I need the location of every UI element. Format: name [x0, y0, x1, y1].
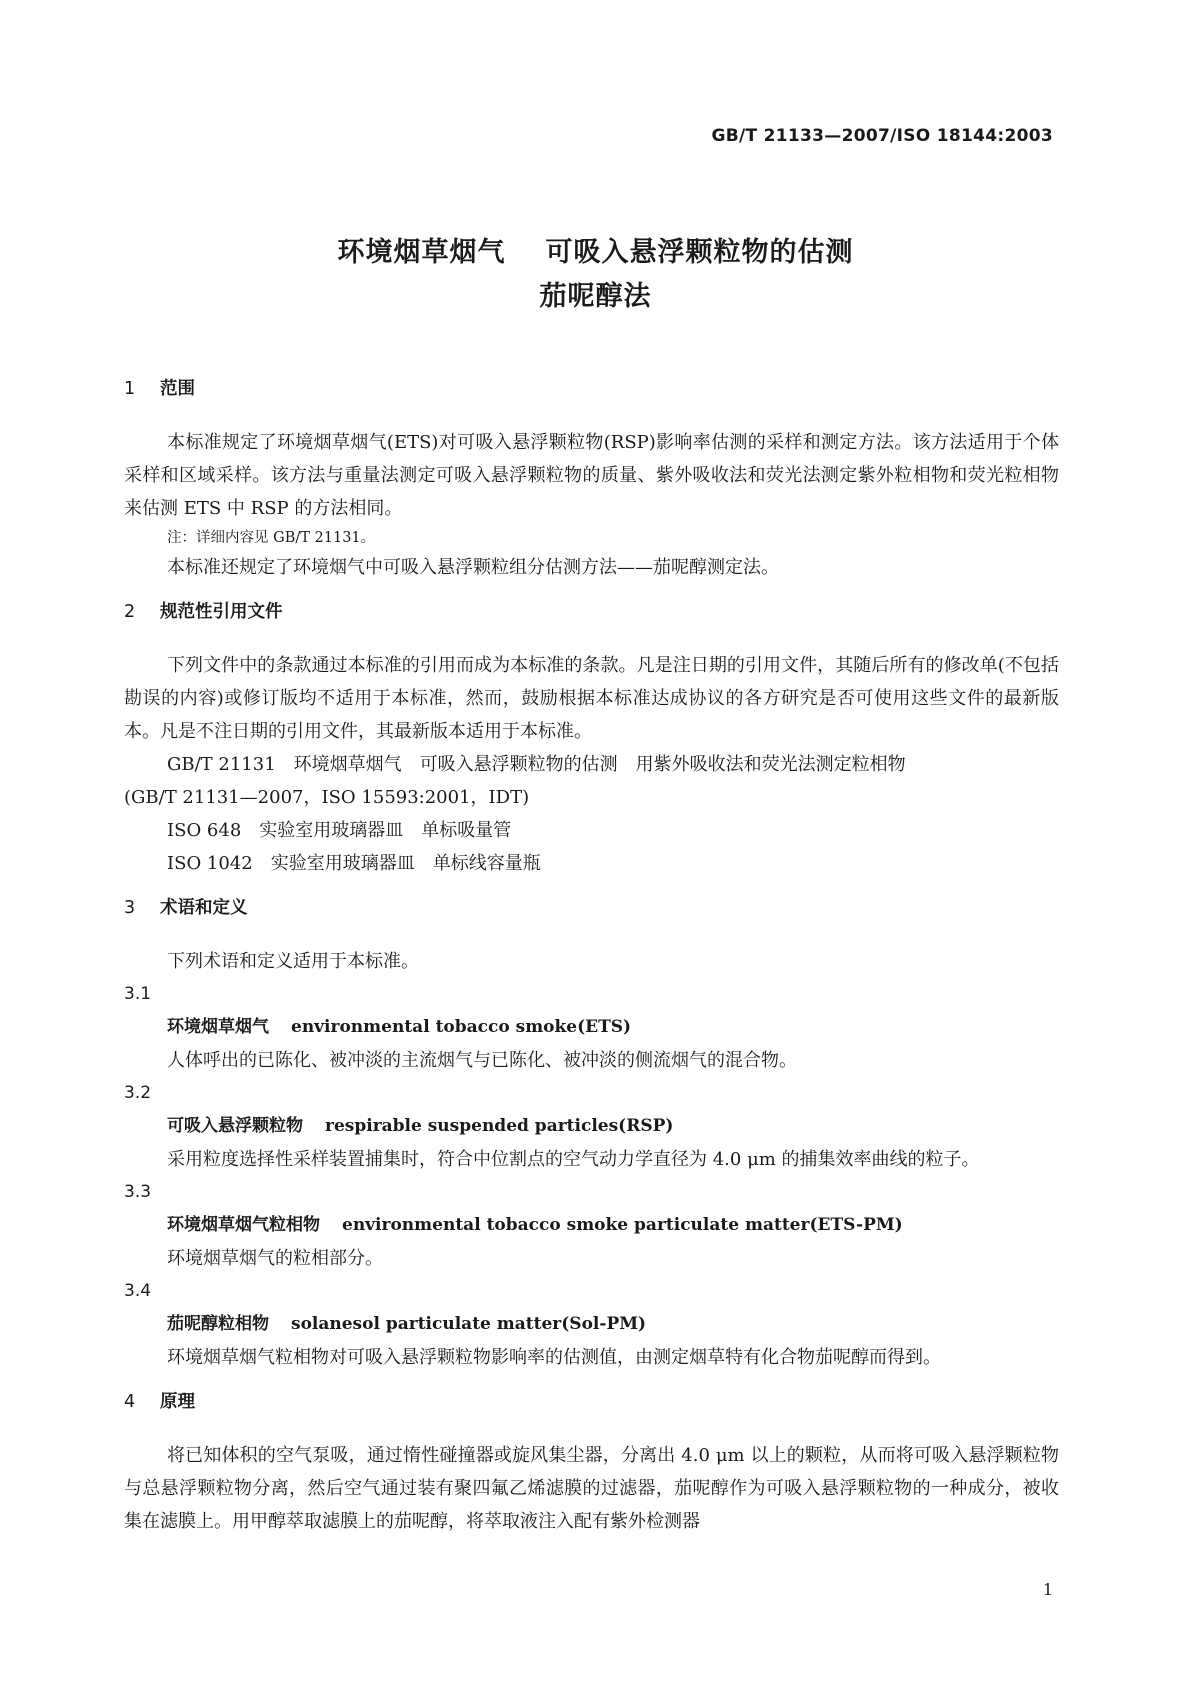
section-4-para-1: 将已知体积的空气泵吸，通过惰性碰撞器或旋风集尘器，分离出 4.0 μm 以上的颗粒，从而将可吸入悬浮颗粒物与总悬浮颗粒物分离，然后空气通过装有聚四氟乙烯滤膜的过滤器，茄呢醇作为可吸入悬浮颗粒物的一种成分，被收集在滤膜上。用甲醇萃取滤膜上的茄呢醇，将萃取液注入配有紫外检测器: [124, 1445, 1059, 1532]
term-number: 3.2: [124, 1083, 152, 1103]
reference-iso-1042: ISO 1042 实验室用玻璃器皿 单标线容量瓶: [167, 853, 541, 874]
section-1-heading: 1 范围: [124, 379, 195, 399]
title-part2: 可吸入悬浮颗粒物的估测: [545, 237, 854, 268]
reference-gbt-21131-equivalence: (GB/T 21131—2007，ISO 15593:2001，IDT): [124, 787, 530, 808]
term-title: 环境烟草烟气 environmental tobacco smoke(ETS): [167, 1017, 632, 1037]
term-definition: 人体呼出的已陈化、被冲淡的主流烟气与已陈化、被冲淡的侧流烟气的混合物。: [167, 1050, 797, 1071]
reference-iso-648: ISO 648 实验室用玻璃器皿 单标吸量管: [167, 820, 512, 841]
page-number: 1: [1042, 1580, 1053, 1599]
term-number: 3.4: [124, 1281, 152, 1301]
section-1-note: 注：详细内容见 GB/T 21131。: [167, 530, 376, 546]
section-1-para-1: 本标准规定了环境烟草烟气(ETS)对可吸入悬浮颗粒物(RSP)影响率估测的采样和测定方法。该方法适用于个体采样和区域采样。该方法与重量法测定可吸入悬浮颗粒物的质量、紫外吸收法和荧光法测定紫外粒相物和荧光粒相物来估测 ETS 中 RSP 的方法相同。: [124, 432, 1059, 519]
section-3-intro: 下列术语和定义适用于本标准。: [167, 951, 419, 972]
term-number: 3.3: [124, 1182, 152, 1202]
section-1-para-2: 本标准还规定了环境烟气中可吸入悬浮颗粒组分估测方法——茄呢醇测定法。: [167, 557, 779, 578]
term-title: 茄呢醇粒相物 solanesol particulate matter(Sol-PM): [167, 1314, 647, 1334]
term-definition: 采用粒度选择性采样装置捕集时，符合中位割点的空气动力学直径为 4.0 μm 的捕集效率曲线的粒子。: [167, 1149, 980, 1170]
document-title-line2: 茄呢醇法: [539, 281, 652, 312]
term-title: 环境烟草烟气粒相物 environmental tobacco smoke particulate matter(ETS-PM): [167, 1215, 903, 1235]
term-title: 可吸入悬浮颗粒物 respirable suspended particles(RSP): [167, 1116, 674, 1136]
section-2-heading: 2 规范性引用文件: [124, 602, 283, 622]
term-number: 3.1: [124, 984, 152, 1004]
title-part1: 环境烟草烟气: [337, 237, 506, 268]
term-definition: 环境烟草烟气粒相物对可吸入悬浮颗粒物影响率的估测值，由测定烟草特有化合物茄呢醇而得到。: [167, 1347, 941, 1368]
section-2-para-1: 下列文件中的条款通过本标准的引用而成为本标准的条款。凡是注日期的引用文件，其随后所有的修改单(不包括勘误的内容)或修订版均不适用于本标准，然而，鼓励根据本标准达成协议的各方研究是否可使用这些文件的最新版本。凡是不注日期的引用文件，其最新版本适用于本标准。: [124, 655, 1059, 742]
document-title-line1: [0, 230, 1191, 269]
reference-gbt-21131: GB/T 21131 环境烟草烟气 可吸入悬浮颗粒物的估测 用紫外吸收法和荧光法测定粒相物: [167, 754, 906, 775]
section-3-heading: 3 术语和定义: [124, 898, 248, 918]
document-body: [124, 375, 1059, 1538]
term-definition: 环境烟草烟气的粒相部分。: [167, 1248, 383, 1269]
standard-code: GB/T 21133—2007/ISO 18144:2003: [711, 126, 1053, 146]
section-4-heading: 4 原理: [124, 1392, 195, 1412]
